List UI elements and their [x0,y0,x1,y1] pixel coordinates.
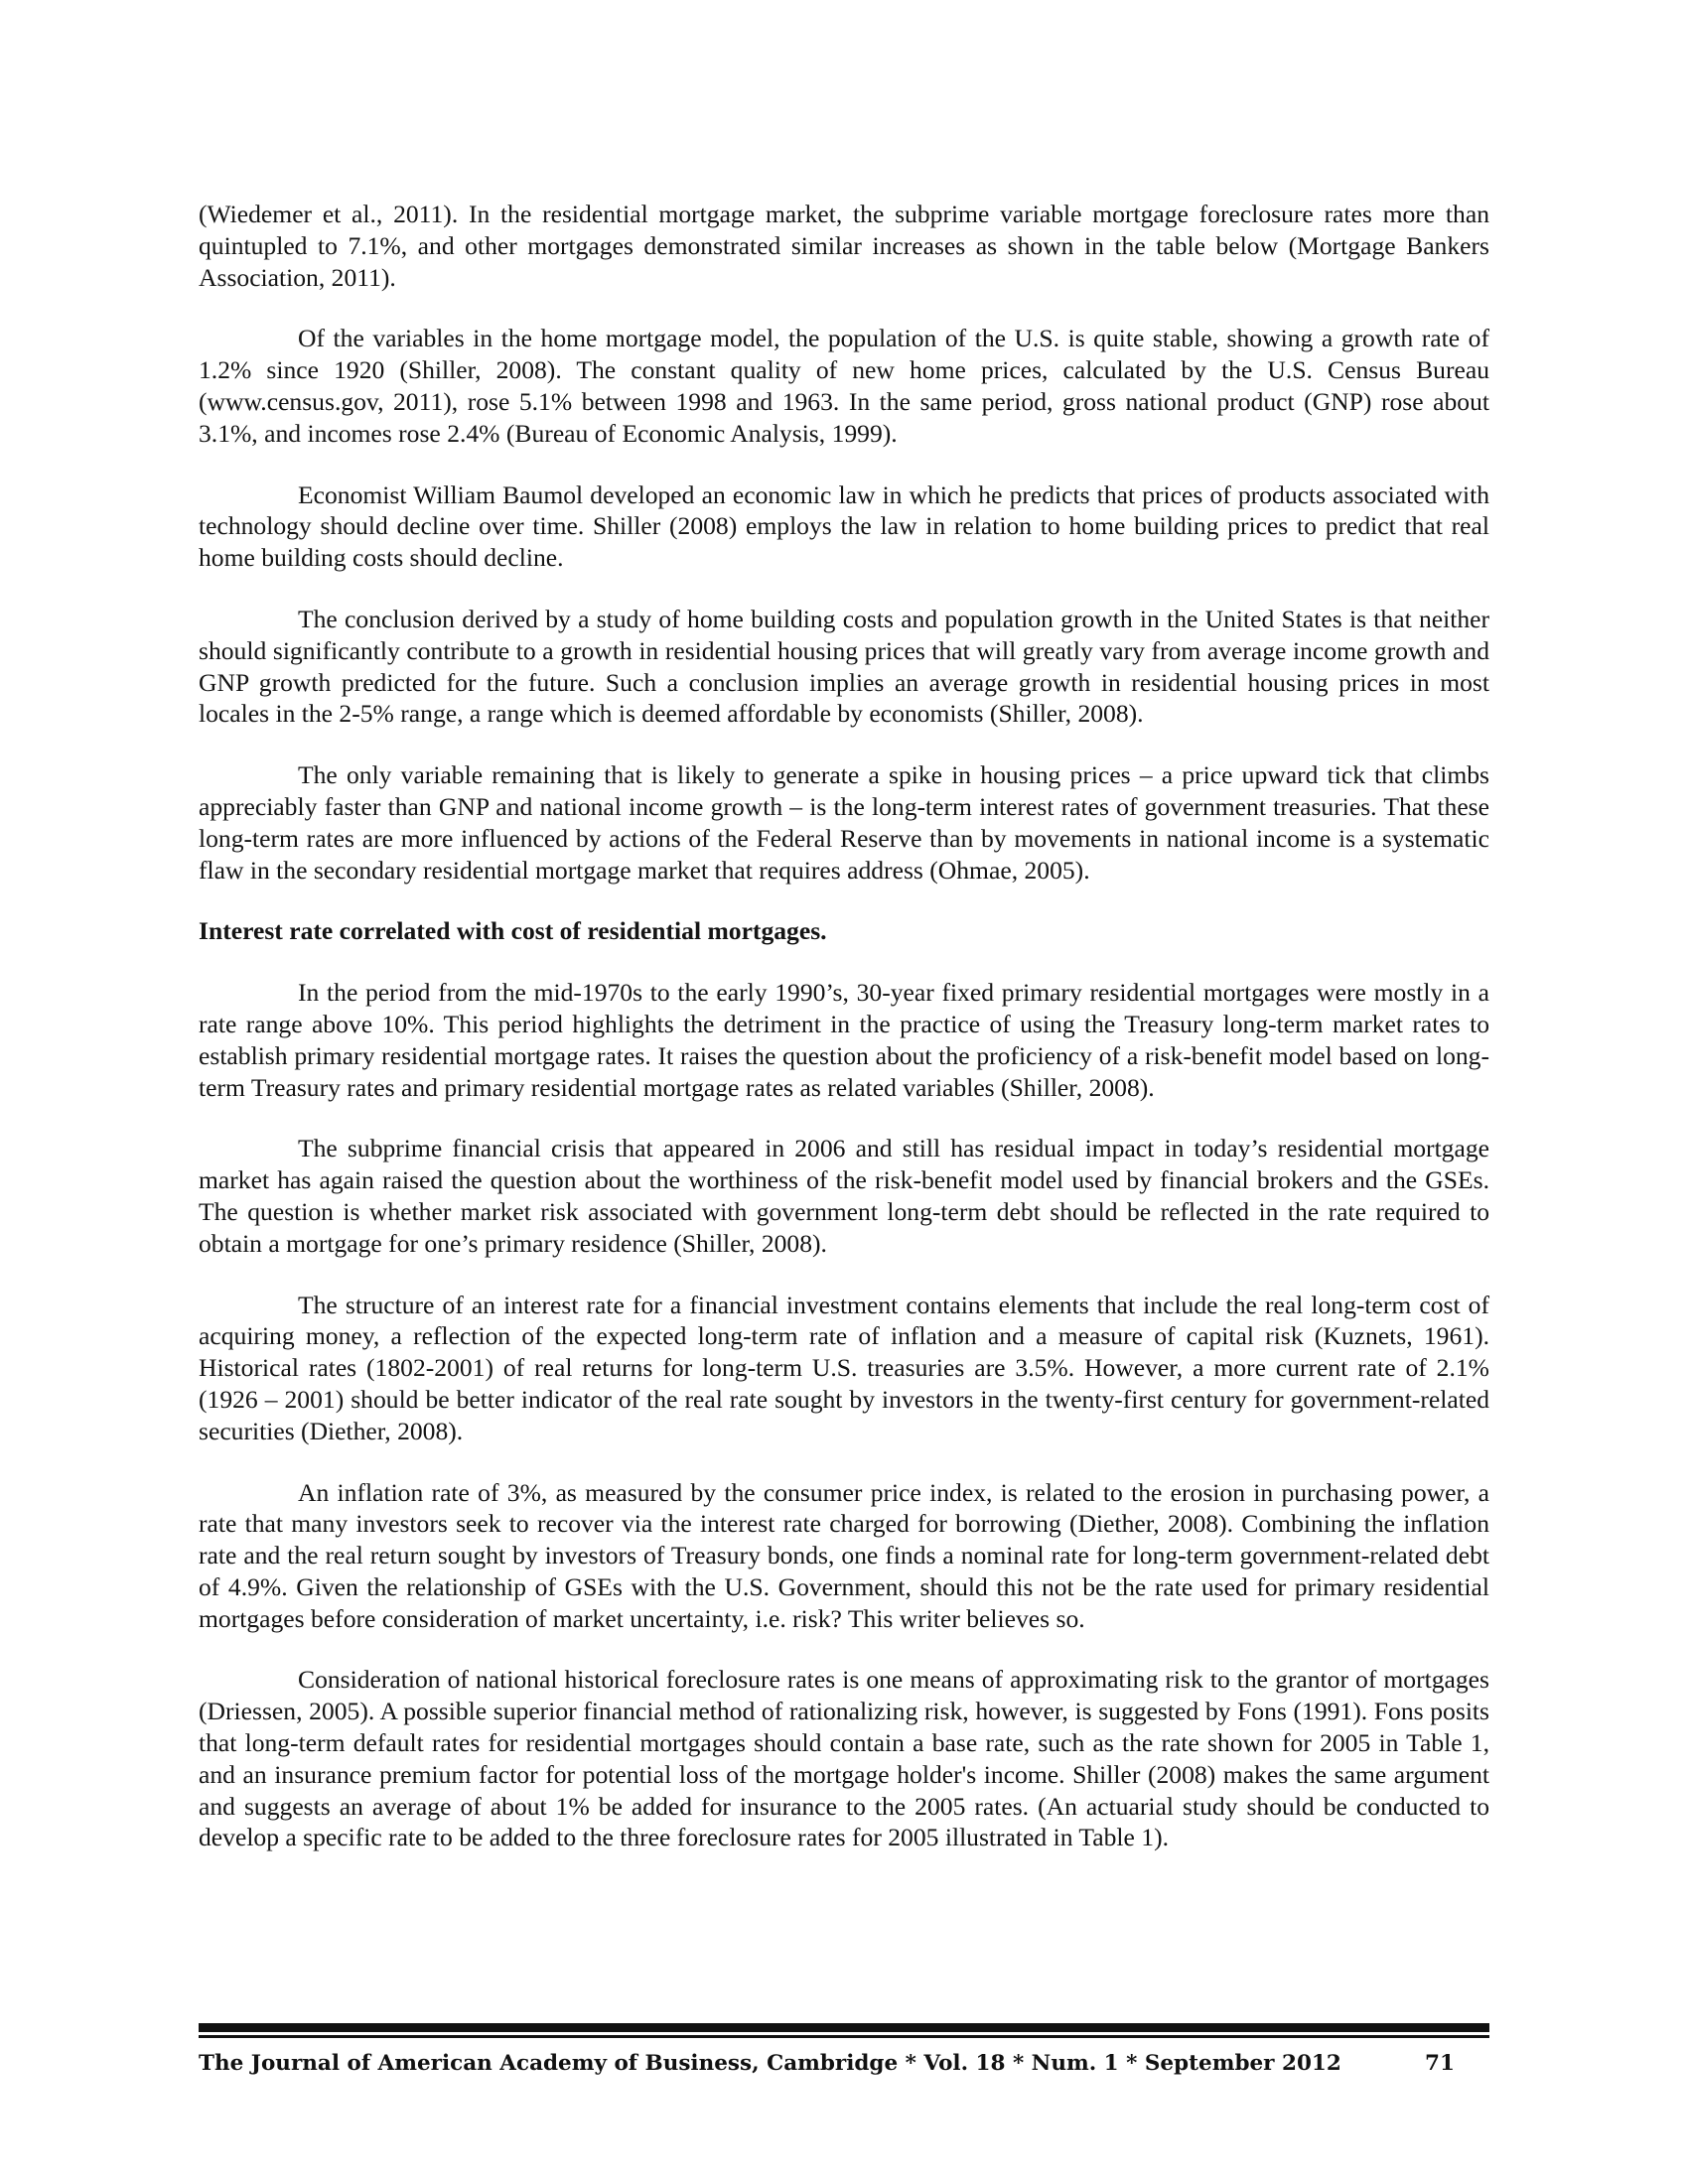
paragraph-10: Consideration of national historical foreclosure rates is one means of approximating risk to the grantor of mortgages (Driessen, 2005). A possible superior financial method of rationalizing risk, however, is suggested by Fons (1991). Fons posits that long-term default rates for residential mortgages should contain a base rate, such as the rate shown for 2005 in Table 1, and an insurance premium factor for potential loss of the mortgage holder's income. Shiller (2008) makes the same argument and suggests an average of about 1% be added for insurance to the 2005 rates. (An actuarial study should be conducted to develop a specific rate to be added to the three foreclosure rates for 2005 illustrated in Table 1). [199,1665,1489,1852]
paragraph-5: The only variable remaining that is likely to generate a spike in housing prices – a price upward tick that climbs appreciably faster than GNP and national income growth – is the long-term interest rates of government treasuries. That these long-term rates are more influenced by actions of the Federal Reserve than by movements in national income is a systematic flaw in the secondary residential mortgage market that requires address (Ohmae, 2005). [199,760,1489,885]
paragraph-8: The structure of an interest rate for a financial investment contains elements that include the real long-term cost of acquiring money, a reflection of the expected long-term rate of inflation and a measure of capital risk (Kuznets, 1961). Historical rates (1802-2001) of real returns for long-term U.S. treasuries are 3.5%. However, a more current rate of 2.1% (1926 – 2001) should be better indicator of the real rate sought by investors in the twenty-first century for government-related securities (Diether, 2008). [199,1290,1489,1445]
footer-rule-thick [199,2023,1489,2032]
footer-rule-thin [199,2035,1489,2038]
article-body [199,199,1489,1853]
paragraph-7: The subprime financial crisis that appeared in 2006 and still has residual impact in today’s residential mortgage market has again raised the question about the worthiness of the risk-benefit model used by financial brokers and the GSEs. The question is whether market risk associated with government long-term debt should be reflected in the rate required to obtain a mortgage for one’s primary residence (Shiller, 2008). [199,1134,1489,1258]
paragraph-9: An inflation rate of 3%, as measured by the consumer price index, is related to the erosion in purchasing power, a rate that many investors seek to recover via the interest rate charged for borrowing (Diether, 2008). Combining the inflation rate and the real return sought by investors of Treasury bonds, one finds a nominal rate for long-term government-related debt of 4.9%. Given the relationship of GSEs with the U.S. Government, should this not be the rate used for primary residential mortgages before consideration of market uncertainty, i.e. risk? This writer believes so. [199,1477,1489,1633]
page-number: 71 [1425,2051,1455,2076]
paragraph-6: In the period from the mid-1970s to the early 1990’s, 30-year fixed primary residential mortgages were mostly in a rate range above 10%. This period highlights the detriment in the practice of using the Treasury long-term market rates to establish primary residential mortgage rates. It raises the question about the proficiency of a risk-benefit model based on long-term Treasury rates and primary residential mortgage rates as related variables (Shiller, 2008). [199,978,1489,1102]
paragraph-3: Economist William Baumol developed an economic law in which he predicts that prices of products associated with technology should decline over time. Shiller (2008) employs the law in relation to home building prices to predict that real home building costs should decline. [199,479,1489,573]
section-heading: Interest rate correlated with cost of residential mortgages. [199,916,827,946]
footer-journal-citation: The Journal of American Academy of Business, Cambridge * Vol. 18 * Num. 1 * September 2012 [199,2051,1341,2076]
paragraph-1: (Wiedemer et al., 2011). In the residential mortgage market, the subprime variable mortgage foreclosure rates more than quintupled to 7.1%, and other mortgages demonstrated similar increases as shown in the table below (Mortgage Bankers Association, 2011). [199,200,1489,292]
paragraph-4: The conclusion derived by a study of home building costs and population growth in the United States is that neither should significantly contribute to a growth in residential housing prices that will greatly vary from average income growth and GNP growth predicted for the future. Such a conclusion implies an average growth in residential housing prices in most locales in the 2-5% range, a range which is deemed affordable by economists (Shiller, 2008). [199,604,1489,729]
paragraph-2: Of the variables in the home mortgage model, the population of the U.S. is quite stable, showing a growth rate of 1.2% since 1920 (Shiller, 2008). The constant quality of new home prices, calculated by the U.S. Census Bureau (www.census.gov, 2011), rose 5.1% between 1998 and 1963. In the same period, gross national product (GNP) rose about 3.1%, and incomes rose 2.4% (Bureau of Economic Analysis, 1999). [199,324,1489,448]
